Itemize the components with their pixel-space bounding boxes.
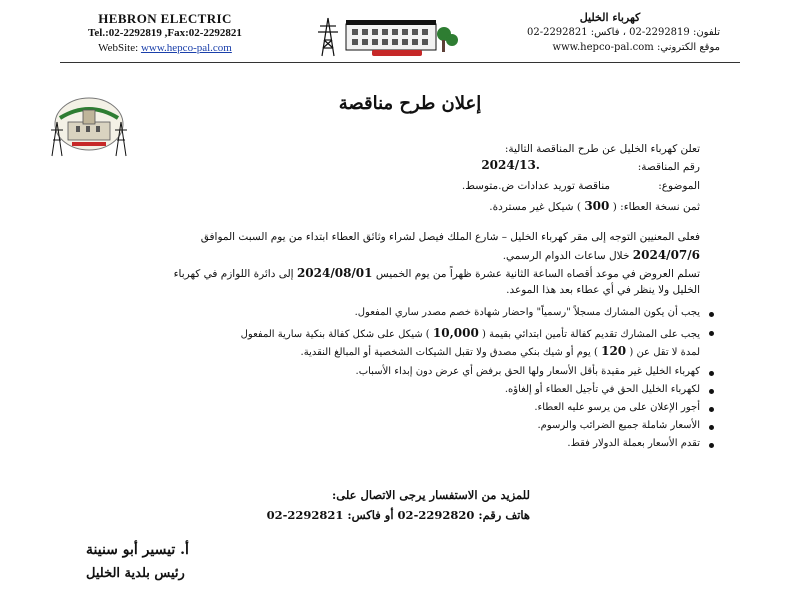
- tender-number-label: رقم المناقصة:: [637, 161, 700, 173]
- website-label-ar: موقع الكتروني:: [656, 42, 720, 53]
- contact-phone-ar: تلفون: 2292819-02 ، فاكس: 2292821-02: [526, 27, 720, 38]
- website-link-en[interactable]: www.hepco-pal.com: [140, 42, 232, 54]
- header-divider: [60, 62, 740, 63]
- company-name-ar: كهرباء الخليل: [579, 11, 641, 24]
- list-item: أجور الإعلان على من يرسو عليه العطاء.: [534, 402, 700, 413]
- list-item: الأسعار شاملة جميع الضرائب والرسوم.: [537, 420, 700, 431]
- building-icon: [346, 20, 458, 56]
- list-item: [241, 326, 700, 340]
- submission-text-a: تسلم العروض في موعد أقصاه الساعة الثانية عشرة ظهراً من يوم الخميس: [375, 268, 700, 280]
- company-name-en: HEBRON ELECTRIC: [98, 11, 232, 26]
- website-en: [60, 42, 270, 54]
- guarantee-amount: 10,000: [432, 326, 479, 340]
- list-item: كهرباء الخليل غير مقيدة بأقل الأسعار ولها الحق برفض أي عرض دون إبداء الأسباب.: [355, 366, 700, 377]
- submission-text: [174, 266, 700, 280]
- submission-text-b: إلى دائرة اللوازم في كهرباء: [173, 268, 294, 280]
- page-title: إعلان طرح مناقصة: [338, 93, 482, 114]
- contact-numbers: هاتف رقم: 2292820-02 أو فاكس: 2292821-02: [266, 508, 530, 522]
- website-label-en: WebSite:: [98, 42, 139, 54]
- price-suffix: ) شيكل غير مستردة.: [489, 201, 581, 213]
- guarantee-text-c: لمدة لا تقل عن (: [629, 347, 700, 358]
- contact-heading: للمزيد من الاستفسار يرجى الاتصال على:: [332, 488, 530, 502]
- price-line: [489, 199, 700, 213]
- guarantee-text-a: يجب على المشارك تقديم كفالة تأمين ابتدائي بقيمة (: [482, 329, 700, 340]
- contact-phone-en: Tel.:02-2292819 ,Fax:02-2292821: [88, 27, 242, 39]
- pylon-icon: [318, 18, 338, 56]
- signatory-name: أ. تيسير أبو سنينة: [86, 542, 189, 558]
- intro-text: تعلن كهرباء الخليل عن طرح المناقصة التالية:: [504, 143, 700, 155]
- guarantee-text-b: ) شيكل على شكل كفالة بنكية سارية المفعول: [240, 329, 430, 340]
- subject-value: مناقصة توريد عدادات ض.متوسط.: [461, 180, 610, 192]
- guarantee-text-2: [301, 344, 700, 358]
- signatory-title: رئيس بلدية الخليل: [86, 566, 185, 581]
- price-label: ثمن نسخة العطاء: (: [612, 201, 700, 213]
- list-item: يجب أن يكون المشارك مسجلاً "رسمياً" واحضار شهادة خصم مصدر ساري المفعول.: [354, 307, 700, 318]
- tender-number: 2024/13.: [481, 158, 540, 172]
- purchase-text: فعلى المعنيين التوجه إلى مقر كهرباء الخليل – شارع الملك فيصل لشراء وثائق العطاء ابتداء من يوم السبت الموافق: [200, 231, 700, 243]
- subject-label: الموضوع:: [658, 180, 700, 192]
- purchase-start-date: 2024/07/6: [632, 248, 700, 262]
- website-link-ar[interactable]: www.hepco-pal.com: [552, 42, 654, 53]
- purchase-text-2: [503, 248, 700, 262]
- tender-number-value: [481, 158, 540, 172]
- list-item: تقدم الأسعار بعملة الدولار فقط.: [567, 438, 700, 449]
- guarantee-days: 120: [601, 344, 627, 358]
- list-item: لكهرباء الخليل الحق في تأجيل العطاء أو إلغاؤه.: [504, 384, 700, 395]
- submission-text-2: الخليل ولا ينظر في أي عطاء بعد هذا الموعد.: [506, 284, 700, 296]
- company-logo: [312, 14, 462, 58]
- purchase-hours: خلال ساعات الدوام الرسمي.: [502, 250, 630, 262]
- website-ar: [490, 42, 720, 53]
- municipality-logo: [46, 96, 132, 160]
- guarantee-text-d: ) يوم أو شيك بنكي مصدق ولا تقبل الشيكات الشخصية أو المبالغ النقدية.: [300, 347, 598, 358]
- price-value: 300: [584, 199, 610, 213]
- submission-deadline: 2024/08/01: [296, 266, 373, 280]
